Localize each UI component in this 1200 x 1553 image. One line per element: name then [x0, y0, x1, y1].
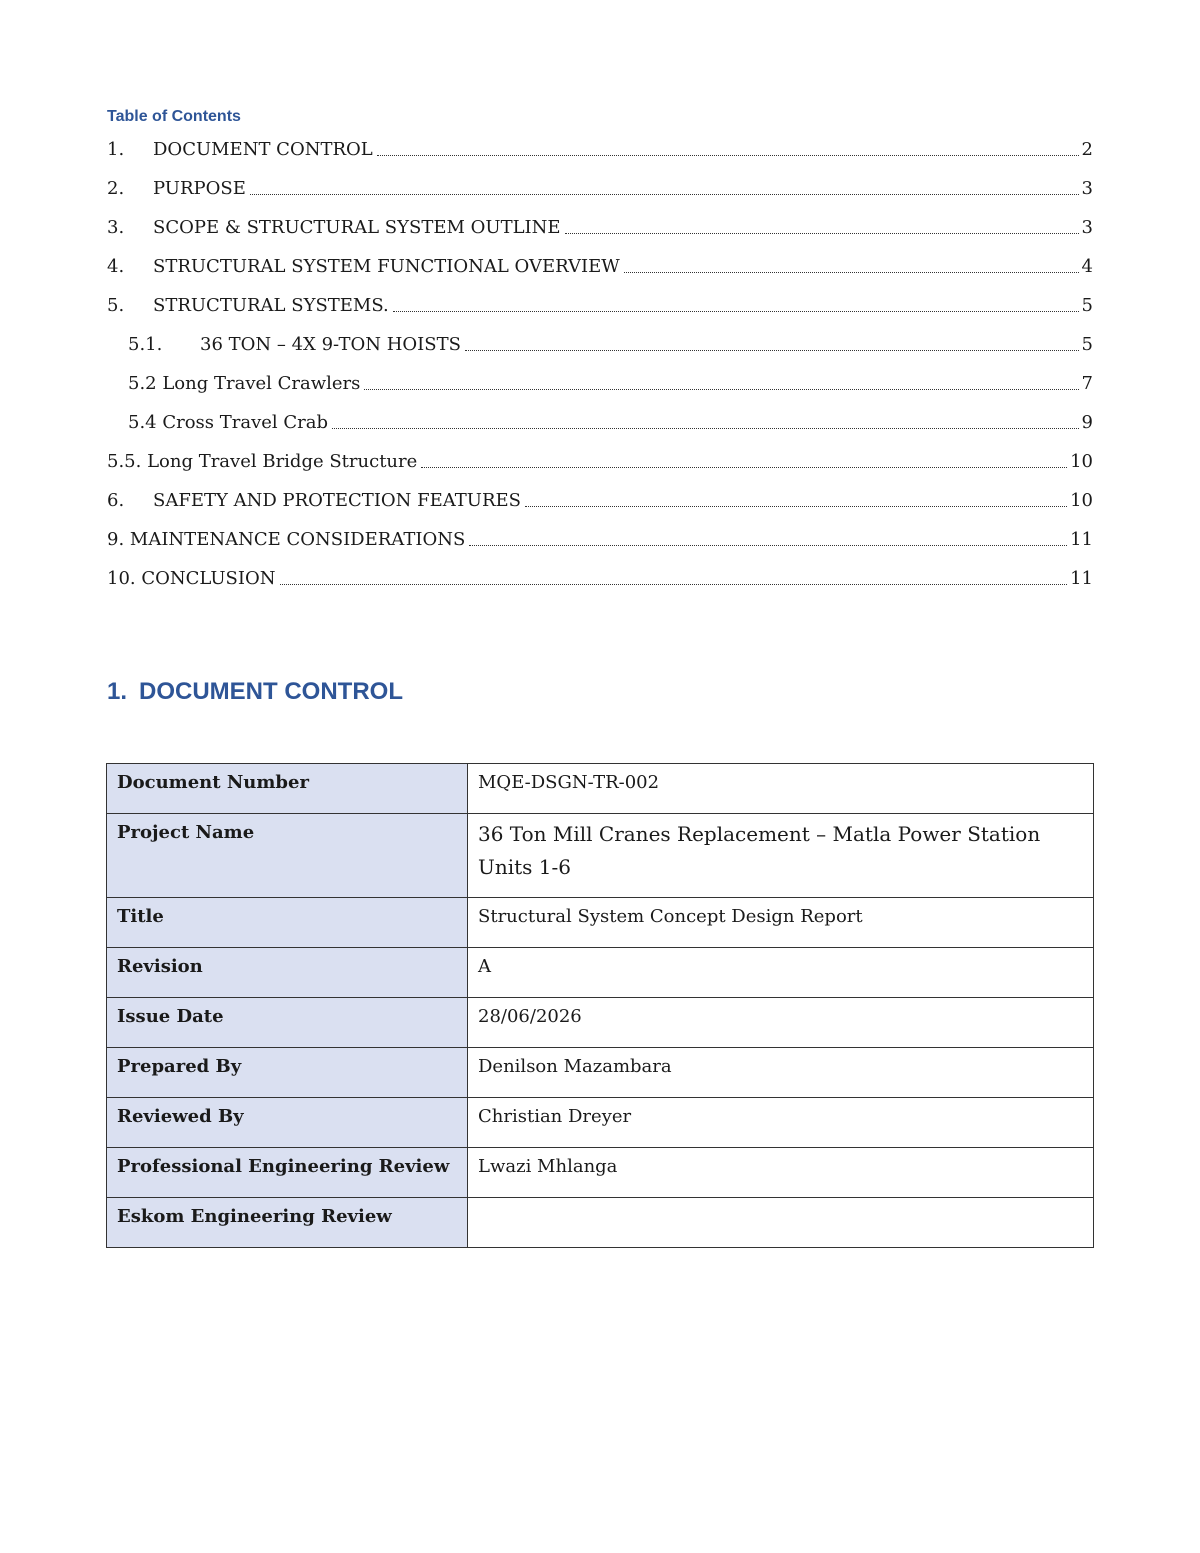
toc-entry-number: 4. — [107, 256, 125, 277]
row-label: Document Number — [107, 764, 468, 814]
toc-entry-page: 7 — [1081, 373, 1093, 394]
toc-entry-page: 11 — [1070, 529, 1093, 550]
toc-entry-page: 3 — [1081, 217, 1093, 238]
toc-entry-functional-overview[interactable] — [107, 247, 1093, 286]
table-row — [107, 1198, 1094, 1248]
toc-entry-page: 4 — [1081, 256, 1093, 277]
row-label: Revision — [107, 948, 468, 998]
toc-leader-dots — [465, 350, 1079, 351]
table-row — [107, 898, 1094, 948]
row-value: Lwazi Mhlanga — [468, 1148, 1094, 1198]
toc-entry-title: 5.5. Long Travel Bridge Structure — [107, 451, 418, 472]
row-value: 36 Ton Mill Cranes Replacement – Matla Power Station Units 1-6 — [468, 814, 1094, 898]
toc-entry-page: 10 — [1070, 490, 1093, 511]
toc-entry-title: SCOPE & STRUCTURAL SYSTEM OUTLINE — [153, 217, 561, 238]
toc-entry-title: 5.4 Cross Travel Crab — [128, 412, 329, 433]
toc-entry-document-control[interactable] — [107, 130, 1093, 169]
toc-entry-scope[interactable] — [107, 208, 1093, 247]
row-value: 28/06/2026 — [468, 998, 1094, 1048]
row-label: Title — [107, 898, 468, 948]
row-value: Denilson Mazambara — [468, 1048, 1094, 1098]
toc-entry-number: 1. — [107, 139, 125, 160]
toc-leader-dots — [280, 584, 1068, 585]
toc-entry-page: 2 — [1081, 139, 1093, 160]
table-row — [107, 814, 1094, 898]
table-row — [107, 1098, 1094, 1148]
section-number: 1. — [107, 678, 128, 705]
table-row — [107, 1048, 1094, 1098]
row-value — [468, 1198, 1094, 1248]
toc-entry-long-travel-crawlers[interactable] — [107, 364, 1093, 403]
row-label: Reviewed By — [107, 1098, 468, 1148]
row-value: Christian Dreyer — [468, 1098, 1094, 1148]
toc-entry-title: 9. MAINTENANCE CONSIDERATIONS — [107, 529, 466, 550]
row-label: Prepared By — [107, 1048, 468, 1098]
toc-heading: Table of Contents — [107, 108, 241, 125]
toc-leader-dots — [377, 155, 1079, 156]
section-title: DOCUMENT CONTROL — [139, 678, 403, 705]
toc-leader-dots — [393, 311, 1079, 312]
toc-entry-title: STRUCTURAL SYSTEMS. — [153, 295, 389, 316]
toc-entry-page: 3 — [1081, 178, 1093, 199]
toc-entry-page: 5 — [1081, 295, 1093, 316]
row-label: Project Name — [107, 814, 468, 898]
row-label: Eskom Engineering Review — [107, 1198, 468, 1248]
toc-entry-number: 3. — [107, 217, 125, 238]
toc-entry-title: 10. CONCLUSION — [107, 568, 276, 589]
toc-entry-cross-travel-crab[interactable] — [107, 403, 1093, 442]
row-value: A — [468, 948, 1094, 998]
toc-entry-title: SAFETY AND PROTECTION FEATURES — [153, 490, 521, 511]
toc-leader-dots — [421, 467, 1067, 468]
table-row — [107, 1148, 1094, 1198]
table-row — [107, 998, 1094, 1048]
toc-entry-conclusion[interactable] — [107, 559, 1093, 598]
toc-entry-bridge-structure[interactable] — [107, 442, 1093, 481]
toc-entry-number: 5.1. — [128, 334, 163, 355]
toc-leader-dots — [624, 272, 1079, 273]
toc-entry-page: 10 — [1070, 451, 1093, 472]
table-row — [107, 948, 1094, 998]
toc-entry-page: 5 — [1081, 334, 1093, 355]
document-control-table — [106, 763, 1094, 1248]
section-heading-document-control — [107, 678, 403, 706]
toc-entry-number: 2. — [107, 178, 125, 199]
toc-leader-dots — [565, 233, 1079, 234]
toc-entry-title: 5.2 Long Travel Crawlers — [128, 373, 361, 394]
toc-leader-dots — [364, 389, 1078, 390]
toc-entry-structural-systems[interactable] — [107, 286, 1093, 325]
row-label: Issue Date — [107, 998, 468, 1048]
toc-leader-dots — [525, 506, 1067, 507]
toc-leader-dots — [250, 194, 1079, 195]
toc-entry-number: 6. — [107, 490, 125, 511]
row-value: Structural System Concept Design Report — [468, 898, 1094, 948]
toc-entry-page: 11 — [1070, 568, 1093, 589]
toc-leader-dots — [469, 545, 1067, 546]
table-row — [107, 764, 1094, 814]
table-of-contents — [107, 130, 1093, 598]
toc-entry-page: 9 — [1081, 412, 1093, 433]
toc-entry-hoists[interactable] — [107, 325, 1093, 364]
row-label: Professional Engineering Review — [107, 1148, 468, 1198]
toc-entry-purpose[interactable] — [107, 169, 1093, 208]
toc-entry-title: DOCUMENT CONTROL — [153, 139, 373, 160]
toc-entry-maintenance[interactable] — [107, 520, 1093, 559]
toc-entry-title: 36 TON – 4X 9-TON HOISTS — [200, 334, 461, 355]
toc-entry-safety[interactable] — [107, 481, 1093, 520]
toc-entry-title: PURPOSE — [153, 178, 246, 199]
row-value: MQE-DSGN-TR-002 — [468, 764, 1094, 814]
toc-leader-dots — [332, 428, 1079, 429]
toc-entry-title: STRUCTURAL SYSTEM FUNCTIONAL OVERVIEW — [153, 256, 620, 277]
toc-entry-number: 5. — [107, 295, 125, 316]
